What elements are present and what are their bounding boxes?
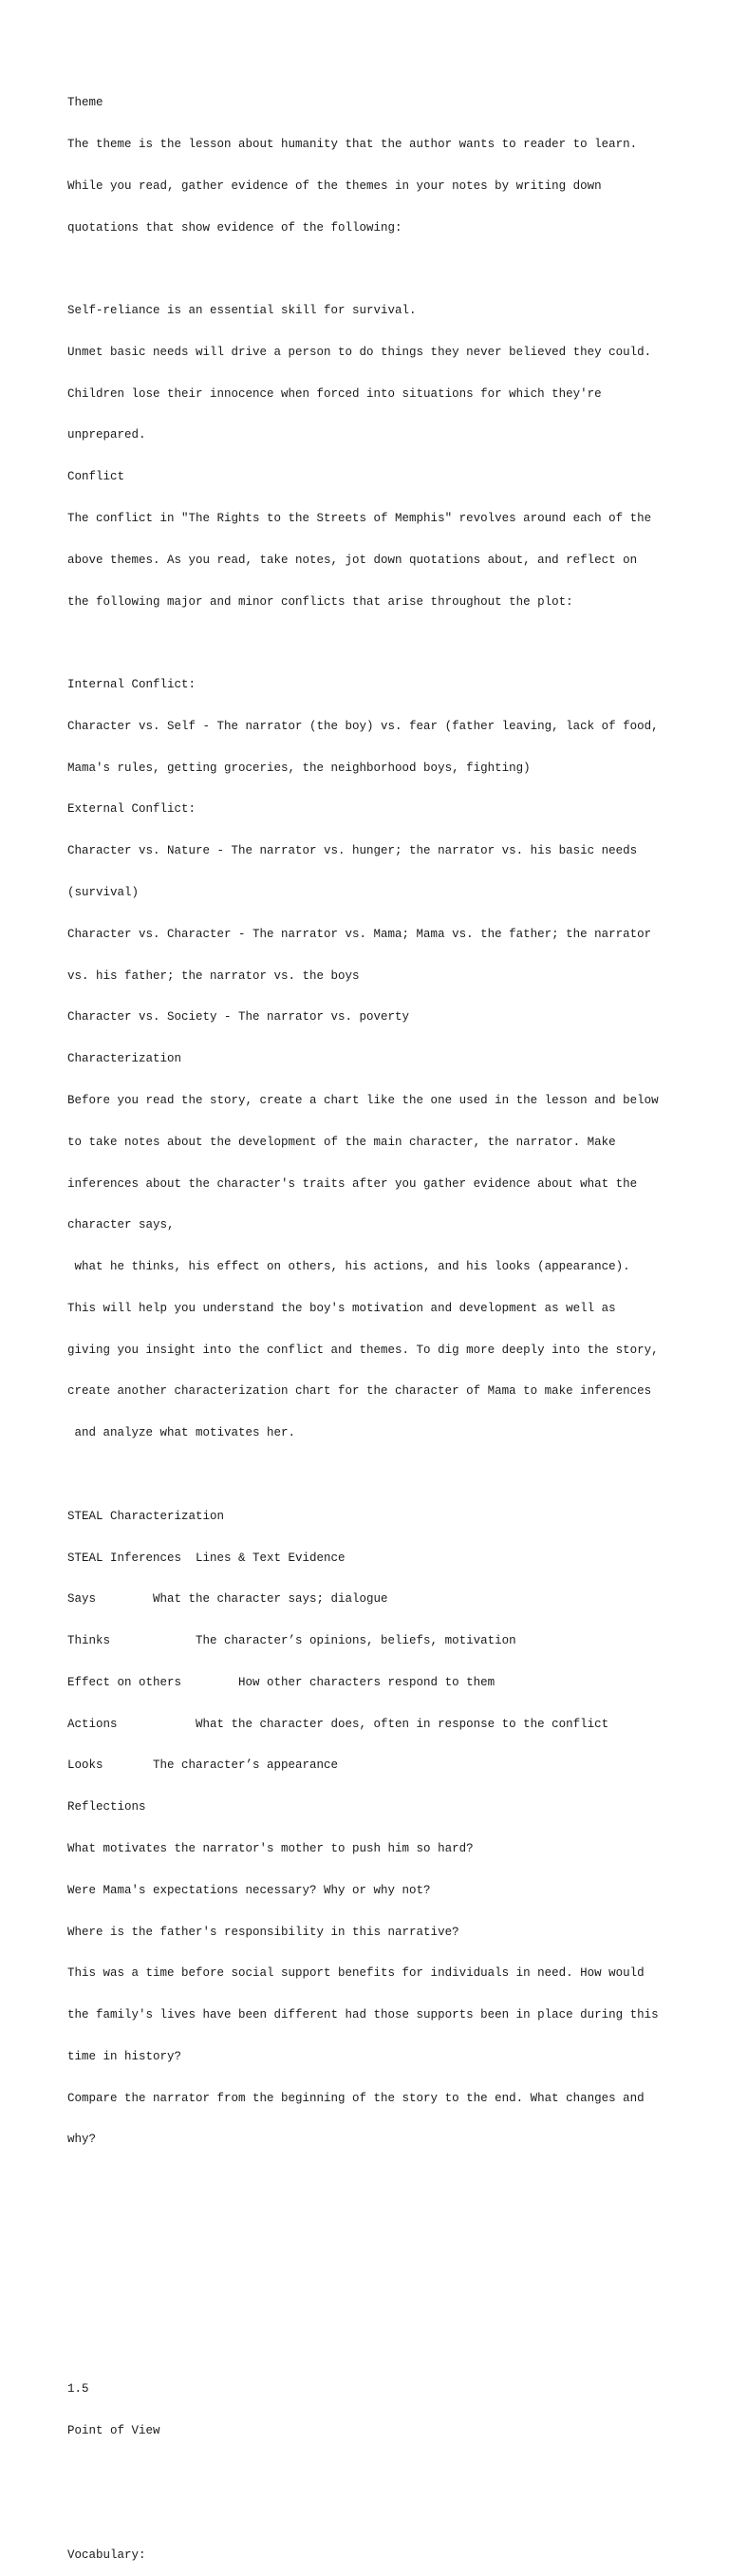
conflict-item: Character vs. Nature - The narrator vs. hunger; the narrator vs. his basic needs bbox=[67, 844, 638, 858]
theme-item: Children lose their innocence when forced into situations for which they're bbox=[67, 386, 602, 401]
blank-line bbox=[67, 2508, 694, 2522]
text-line: what he thinks, his effect on others, his actions, and his looks (appearance). bbox=[67, 1260, 630, 1274]
blank-line bbox=[67, 1468, 694, 1482]
text-line: giving you insight into the conflict and themes. To dig more deeply into the story, bbox=[67, 1343, 659, 1357]
text-line: inferences about the character's traits after you gather evidence about what the bbox=[67, 1176, 638, 1191]
text-line: create another characterization chart for the character of Mama to make inferences bbox=[67, 1384, 652, 1399]
heading-conflict: Conflict bbox=[67, 470, 125, 484]
heading-characterization: Characterization bbox=[67, 1052, 182, 1066]
text-line: This will help you understand the boy's motivation and development as well as bbox=[67, 1301, 616, 1315]
document-page bbox=[67, 68, 694, 2576]
heading-vocabulary: Vocabulary: bbox=[67, 2548, 146, 2563]
heading-reflections: Reflections bbox=[67, 1800, 146, 1814]
subheading-external-conflict: External Conflict: bbox=[67, 802, 196, 817]
text-line: above themes. As you read, take notes, jot down quotations about, and reflect on bbox=[67, 553, 638, 567]
reflection-question: This was a time before social support benefits for individuals in need. How would bbox=[67, 1966, 645, 1981]
blank-line bbox=[67, 2300, 694, 2314]
text-line: and analyze what motivates her. bbox=[67, 1426, 296, 1440]
steal-header-row: STEAL Inferences Lines & Text Evidence bbox=[67, 1551, 346, 1565]
heading-theme: Theme bbox=[67, 96, 103, 110]
reflection-question: the family's lives have been different had those supports been in place during this bbox=[67, 2008, 659, 2022]
reflection-question: Compare the narrator from the beginning of the story to the end. What changes and bbox=[67, 2091, 645, 2105]
theme-item: Unmet basic needs will drive a person to do things they never believed they could. bbox=[67, 345, 652, 359]
reflection-question: why? bbox=[67, 2133, 97, 2147]
text-line: While you read, gather evidence of the themes in your notes by writing down bbox=[67, 179, 602, 193]
conflict-item: Character vs. Character - The narrator vs. Mama; Mama vs. the father; the narrator bbox=[67, 927, 652, 941]
steal-title: STEAL Characterization bbox=[67, 1509, 225, 1523]
reflection-question: Were Mama's expectations necessary? Why or why not? bbox=[67, 1883, 431, 1897]
text-line: The conflict in "The Rights to the Streets of Memphis" revolves around each of the bbox=[67, 512, 652, 525]
blank-line bbox=[67, 2258, 694, 2272]
steal-row: Thinks The character’s opinions, beliefs, motivation bbox=[67, 1634, 516, 1648]
blank-line bbox=[67, 2466, 694, 2480]
steal-row: Looks The character’s appearance bbox=[67, 1758, 339, 1773]
section-number: 1.5 bbox=[67, 2382, 89, 2397]
steal-row: Says What the character says; dialogue bbox=[67, 1592, 388, 1607]
blank-line bbox=[67, 2174, 694, 2189]
reflection-question: Where is the father's responsibility in this narrative? bbox=[67, 1925, 459, 1939]
text-line: Before you read the story, create a chart like the one used in the lesson and below bbox=[67, 1093, 659, 1107]
heading-point-of-view: Point of View bbox=[67, 2423, 160, 2437]
text-line: the following major and minor conflicts that arise throughout the plot: bbox=[67, 594, 573, 609]
blank-line bbox=[67, 2341, 694, 2355]
text-line: character says, bbox=[67, 1218, 175, 1232]
blank-line bbox=[67, 2216, 694, 2230]
conflict-item: Mama's rules, getting groceries, the neighborhood boys, fighting) bbox=[67, 761, 531, 775]
conflict-item: vs. his father; the narrator vs. the boys bbox=[67, 968, 360, 983]
text-line: The theme is the lesson about humanity that the author wants to reader to learn. bbox=[67, 137, 638, 151]
reflection-question: What motivates the narrator's mother to push him so hard? bbox=[67, 1842, 474, 1855]
subheading-internal-conflict: Internal Conflict: bbox=[67, 678, 196, 692]
reflection-question: time in history? bbox=[67, 2049, 182, 2063]
theme-item: Self-reliance is an essential skill for survival. bbox=[67, 304, 417, 318]
conflict-item: Character vs. Society - The narrator vs. poverty bbox=[67, 1010, 410, 1025]
blank-line bbox=[67, 636, 694, 650]
text-line: to take notes about the development of the main character, the narrator. Make bbox=[67, 1135, 616, 1149]
steal-row: Effect on others How other characters respond to them bbox=[67, 1675, 495, 1689]
text-line: quotations that show evidence of the following: bbox=[67, 220, 402, 235]
theme-item: unprepared. bbox=[67, 428, 146, 442]
conflict-item: (survival) bbox=[67, 886, 140, 900]
blank-line bbox=[67, 262, 694, 276]
steal-row: Actions What the character does, often in response to the conflict bbox=[67, 1717, 609, 1731]
conflict-item: Character vs. Self - The narrator (the boy) vs. fear (father leaving, lack of food, bbox=[67, 719, 659, 733]
